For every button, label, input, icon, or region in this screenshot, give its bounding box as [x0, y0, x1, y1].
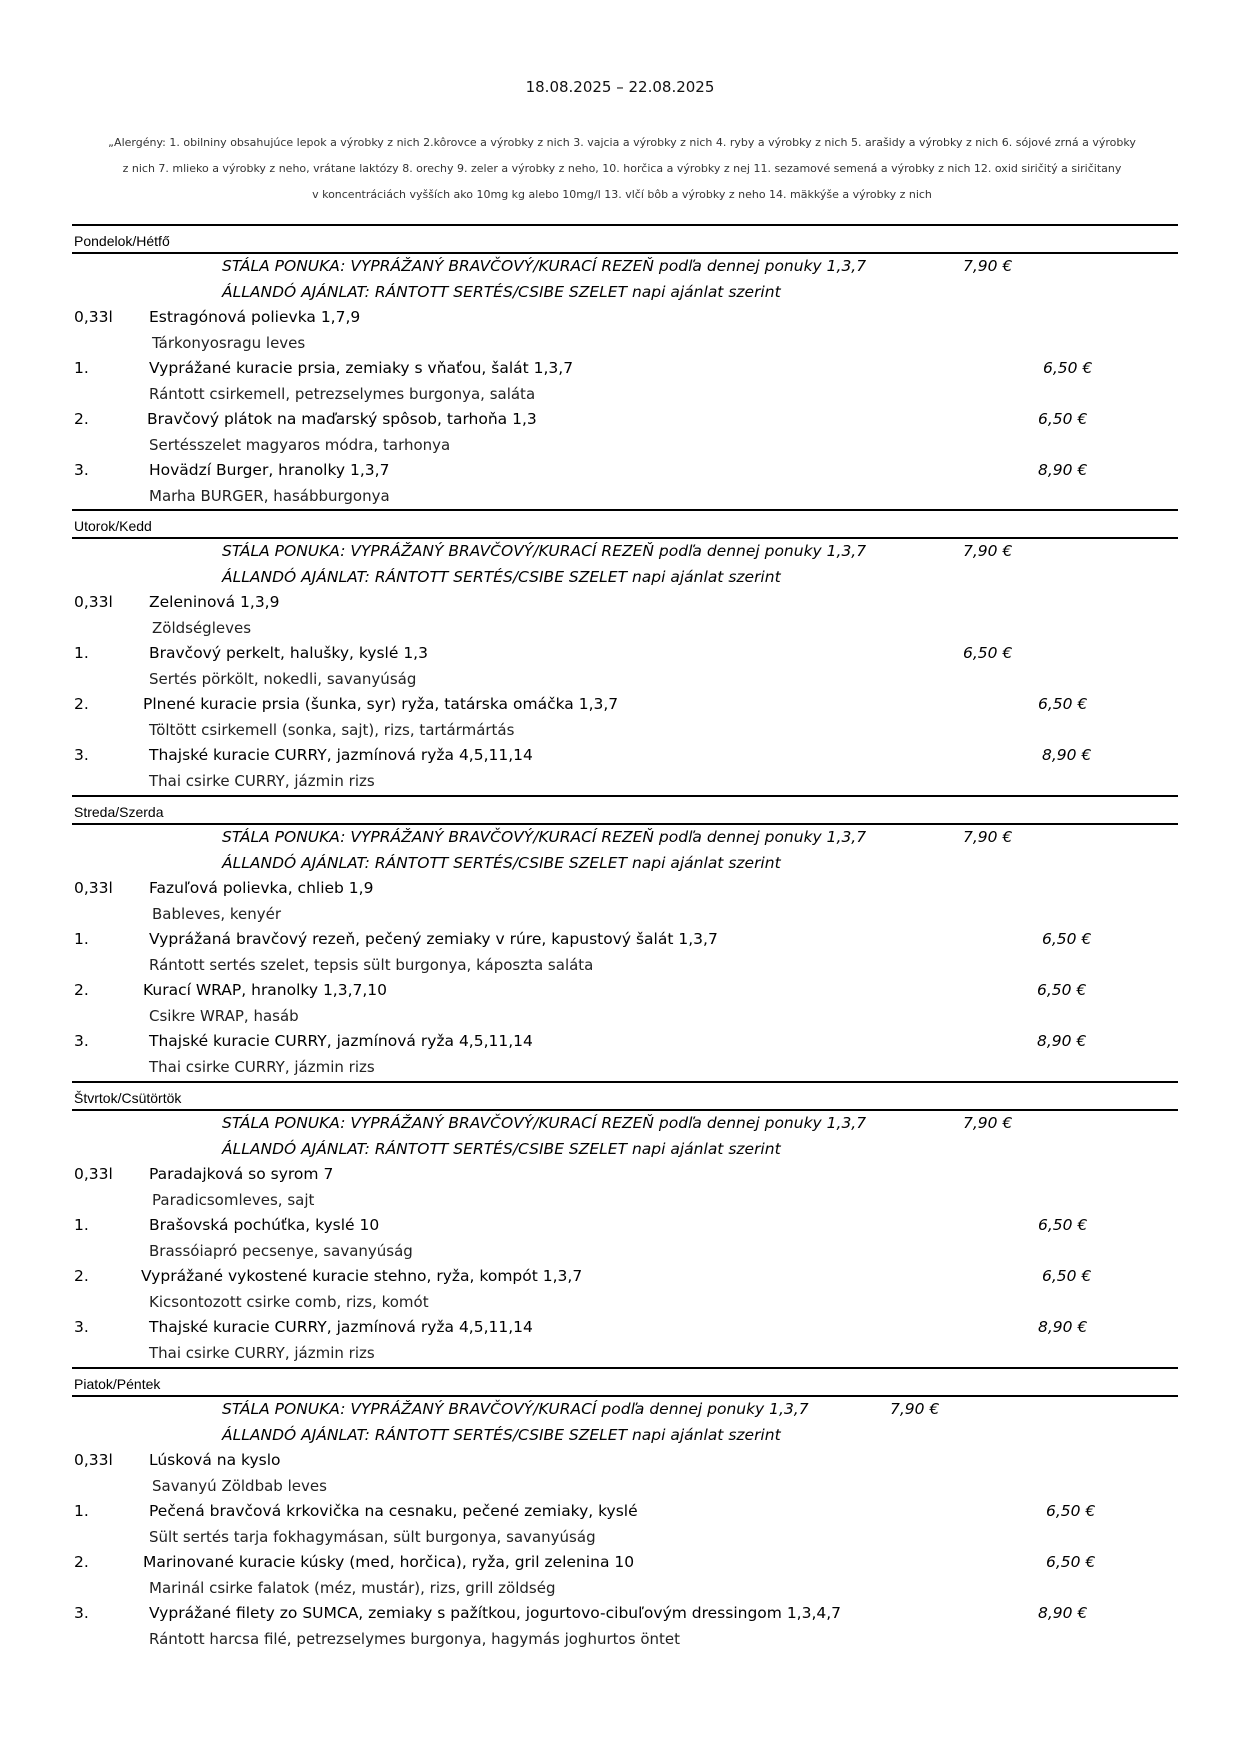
meal-number: 2.: [74, 981, 89, 999]
meal-name-sk: Vyprážaná bravčový rezeň, pečený zemiaky v rúre, kapustový šalát 1,3,7: [149, 930, 718, 948]
standing-offer-hu: ÁLLANDÓ AJÁNLAT: RÁNTOTT SERTÉS/CSIBE SZELET napi ajánlat szerint: [222, 282, 781, 301]
allergen-line: „Alergény: 1. obilniny obsahujúce lepok a výrobky z nich 2.kôrovce a výrobky z nich 3. vajcia a výrobky z nich 4. ryby a výrobky z nich 5. arašidy a výrobky z nich 6. sójové zrná a výrobky: [108, 136, 1136, 149]
standing-offer-price: 7,90 €: [963, 542, 1013, 560]
standing-offer-sk: STÁLA PONUKA: VYPRÁŽANÝ BRAVČOVÝ/KURACÍ REZEŇ podľa dennej ponuky 1,3,7: [222, 1114, 867, 1132]
meal-number: 2.: [74, 1267, 89, 1285]
soup-name-hu: Bableves, kenyér: [152, 904, 282, 923]
soup-name-sk: Paradajková so syrom 7: [149, 1165, 334, 1183]
meal-name-sk: Thajské kuracie CURRY, jazmínová ryža 4,5,11,14: [149, 1032, 533, 1050]
meal-price: 8,90 €: [1037, 1032, 1087, 1050]
meal-price: 8,90 €: [1038, 1604, 1088, 1622]
meal-price: 8,90 €: [1038, 461, 1088, 479]
meal-number: 1.: [74, 359, 89, 377]
standing-offer-hu: ÁLLANDÓ AJÁNLAT: RÁNTOTT SERTÉS/CSIBE SZELET napi ajánlat szerint: [222, 853, 781, 872]
meal-name-hu: Töltött csirkemell (sonka, sajt), rizs, tartármártás: [149, 720, 515, 739]
day-section: [72, 1367, 1178, 1652]
soup-name-hu: Paradicsomleves, sajt: [152, 1190, 315, 1209]
meal-number: 3.: [74, 461, 89, 479]
day-header: Štvrtok/Csütörtök: [72, 1081, 1178, 1111]
meal-number: 3.: [74, 1318, 89, 1336]
meal-number: 2.: [74, 410, 89, 428]
day-section: [72, 795, 1178, 1080]
meal-price: 6,50 €: [1046, 1502, 1096, 1520]
day-header: Utorok/Kedd: [72, 509, 1178, 539]
standing-offer-price: 7,90 €: [890, 1400, 940, 1418]
meal-price: 6,50 €: [1043, 359, 1093, 377]
soup-name-sk: Fazuľová polievka, chlieb 1,9: [149, 879, 374, 897]
standing-offer-hu: ÁLLANDÓ AJÁNLAT: RÁNTOTT SERTÉS/CSIBE SZELET napi ajánlat szerint: [222, 1425, 781, 1444]
standing-offer-sk: STÁLA PONUKA: VYPRÁŽANÝ BRAVČOVÝ/KURACÍ REZEŇ podľa dennej ponuky 1,3,7: [222, 828, 867, 846]
meal-name-hu: Thai csirke CURRY, jázmin rizs: [149, 1343, 375, 1362]
meal-number: 2.: [74, 695, 89, 713]
meal-name-hu: Brassóiapró pecsenye, savanyúság: [149, 1241, 413, 1260]
standing-offer-sk: STÁLA PONUKA: VYPRÁŽANÝ BRAVČOVÝ/KURACÍ REZEŇ podľa dennej ponuky 1,3,7: [222, 257, 867, 275]
meal-name-sk: Marinované kuracie kúsky (med, horčica), ryža, gril zelenina 10: [143, 1553, 635, 1571]
meal-number: 1.: [74, 930, 89, 948]
meal-name-sk: Brašovská pochúťka, kyslé 10: [149, 1216, 380, 1234]
meal-price: 6,50 €: [1042, 930, 1092, 948]
meal-name-sk: Bravčový perkelt, halušky, kyslé 1,3: [149, 644, 428, 662]
soup-name-hu: Zöldségleves: [152, 618, 252, 637]
meal-number: 1.: [74, 1216, 89, 1234]
meal-price: 6,50 €: [1046, 1553, 1096, 1571]
standing-offer-hu: ÁLLANDÓ AJÁNLAT: RÁNTOTT SERTÉS/CSIBE SZELET napi ajánlat szerint: [222, 1139, 781, 1158]
day-section: [72, 224, 1178, 509]
day-header: Pondelok/Hétfő: [72, 224, 1178, 254]
soup-name-hu: Tárkonyosragu leves: [152, 333, 306, 352]
meal-name-hu: Rántott harcsa filé, petrezselymes burgonya, hagymás joghurtos öntet: [149, 1629, 680, 1648]
meal-price: 6,50 €: [1038, 410, 1088, 428]
meal-name-hu: Csikre WRAP, hasáb: [149, 1006, 299, 1025]
soup-name-sk: Lúsková na kyslo: [149, 1451, 281, 1469]
meal-name-hu: Rántott sertés szelet, tepsis sült burgonya, káposzta saláta: [149, 955, 594, 974]
date-range: 18.08.2025 – 22.08.2025: [525, 78, 715, 96]
meal-price: 6,50 €: [963, 644, 1013, 662]
meal-number: 3.: [74, 1604, 89, 1622]
meal-name-hu: Marinál csirke falatok (méz, mustár), rizs, grill zöldség: [149, 1578, 556, 1597]
meal-number: 1.: [74, 644, 89, 662]
soup-volume: 0,33l: [74, 1451, 113, 1469]
meal-name-hu: Rántott csirkemell, petrezselymes burgonya, saláta: [149, 384, 536, 403]
soup-name-sk: Zeleninová 1,3,9: [149, 593, 280, 611]
allergen-line: v koncentráciách vyšších ako 10mg kg alebo 10mg/l 13. vlčí bôb a výrobky z neho 14. mäkkýše a výrobky z nich: [312, 188, 932, 201]
soup-volume: 0,33l: [74, 1165, 113, 1183]
meal-price: 6,50 €: [1042, 1267, 1092, 1285]
meal-name-hu: Thai csirke CURRY, jázmin rizs: [149, 1057, 375, 1076]
meal-name-sk: Thajské kuracie CURRY, jazmínová ryža 4,5,11,14: [149, 746, 533, 764]
meal-name-sk: Vyprážané kuracie prsia, zemiaky s vňaťou, šalát 1,3,7: [149, 359, 574, 377]
soup-name-sk: Estragónová polievka 1,7,9: [149, 308, 361, 326]
meal-name-sk: Vyprážané vykostené kuracie stehno, ryža, kompót 1,3,7: [141, 1267, 583, 1285]
meal-name-sk: Kurací WRAP, hranolky 1,3,7,10: [143, 981, 388, 999]
soup-name-hu: Savanyú Zöldbab leves: [152, 1476, 327, 1495]
standing-offer-price: 7,90 €: [963, 257, 1013, 275]
meal-number: 3.: [74, 746, 89, 764]
meal-name-sk: Vyprážané filety zo SUMCA, zemiaky s pažítkou, jogurtovo-cibuľovým dressingom 1,3,4,7: [149, 1604, 842, 1622]
day-header: Streda/Szerda: [72, 795, 1178, 825]
meal-price: 8,90 €: [1038, 1318, 1088, 1336]
meal-name-hu: Sertés pörkölt, nokedli, savanyúság: [149, 669, 417, 688]
soup-volume: 0,33l: [74, 879, 113, 897]
meal-name-sk: Thajské kuracie CURRY, jazmínová ryža 4,5,11,14: [149, 1318, 533, 1336]
meal-price: 8,90 €: [1042, 746, 1092, 764]
meal-price: 6,50 €: [1038, 695, 1088, 713]
standing-offer-sk: STÁLA PONUKA: VYPRÁŽANÝ BRAVČOVÝ/KURACÍ REZEŇ podľa dennej ponuky 1,3,7: [222, 542, 867, 560]
soup-volume: 0,33l: [74, 593, 113, 611]
meal-name-hu: Marha BURGER, hasábburgonya: [149, 486, 390, 505]
meal-name-sk: Plnené kuracie prsia (šunka, syr) ryža, tatárska omáčka 1,3,7: [143, 695, 619, 713]
standing-offer-hu: ÁLLANDÓ AJÁNLAT: RÁNTOTT SERTÉS/CSIBE SZELET napi ajánlat szerint: [222, 567, 781, 586]
meal-number: 3.: [74, 1032, 89, 1050]
meal-number: 2.: [74, 1553, 89, 1571]
soup-volume: 0,33l: [74, 308, 113, 326]
meal-name-sk: Bravčový plátok na maďarský spôsob, tarhoňa 1,3: [147, 410, 537, 428]
meal-name-hu: Kicsontozott csirke comb, rizs, komót: [149, 1292, 429, 1311]
day-section: [72, 509, 1178, 794]
meal-price: 6,50 €: [1037, 981, 1087, 999]
meal-price: 6,50 €: [1038, 1216, 1088, 1234]
standing-offer-price: 7,90 €: [963, 828, 1013, 846]
meal-number: 1.: [74, 1502, 89, 1520]
meal-name-sk: Pečená bravčová krkovička na cesnaku, pečené zemiaky, kyslé: [149, 1502, 638, 1520]
meal-name-hu: Thai csirke CURRY, jázmin rizs: [149, 771, 375, 790]
standing-offer-sk: STÁLA PONUKA: VYPRÁŽANÝ BRAVČOVÝ/KURACÍ podľa dennej ponuky 1,3,7: [222, 1400, 809, 1418]
day-header: Piatok/Péntek: [72, 1367, 1178, 1397]
meal-name-hu: Sertésszelet magyaros módra, tarhonya: [149, 435, 451, 454]
meal-name-hu: Sült sertés tarja fokhagymásan, sült burgonya, savanyúság: [149, 1527, 596, 1546]
allergen-legend: [86, 130, 1158, 208]
allergen-line: z nich 7. mlieko a výrobky z neho, vrátane laktózy 8. orechy 9. zeler a výrobky z neho, 10. horčica a výrobky z nej 11. sezamové semená a výrobky z nich 12. oxid siričitý a siričitany: [122, 162, 1122, 175]
meal-name-sk: Hovädzí Burger, hranolky 1,3,7: [149, 461, 390, 479]
standing-offer-price: 7,90 €: [963, 1114, 1013, 1132]
day-section: [72, 1081, 1178, 1366]
